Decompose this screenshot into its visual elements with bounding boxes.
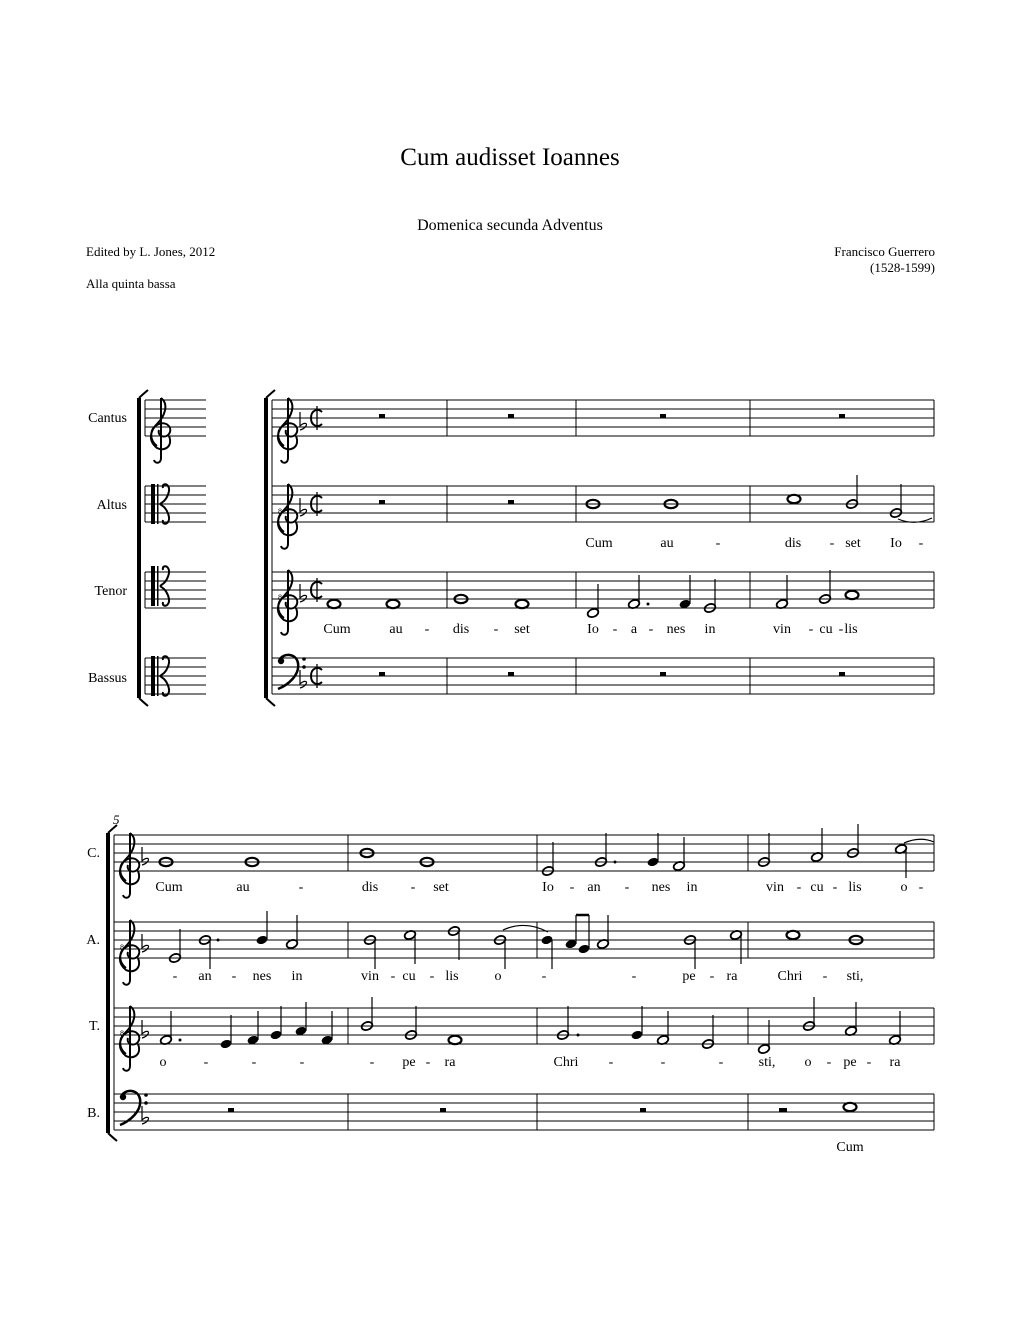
lyric-syllable: - (826, 1055, 832, 1070)
lyric-syllable: - (660, 1055, 666, 1070)
lyric-syllable: sti, (846, 969, 864, 984)
svg-text:8: 8 (278, 593, 282, 602)
lyric-syllable: - (808, 622, 814, 637)
lyric-syllable: au (389, 622, 403, 637)
composer-dates: (1528-1599) (870, 260, 935, 275)
lyric-syllable: Chri (777, 969, 803, 984)
voice-abbr-tenor: T. (88, 1019, 100, 1034)
lyric-syllable: Cum (155, 880, 183, 895)
lyric-syllable: - (541, 969, 547, 984)
lyric-syllable: - (822, 969, 828, 984)
lyric-syllable: - (829, 536, 835, 551)
lyric-syllable: - (369, 1055, 375, 1070)
lyric-syllable: o (804, 1055, 812, 1070)
lyric-syllable: - (838, 622, 844, 637)
lyric-syllable: - (299, 1055, 305, 1070)
lyric-syllable: - (203, 1055, 209, 1070)
measure-number: 5 (113, 812, 120, 827)
lyric-syllable: - (918, 880, 924, 895)
lyric-syllable: nes (666, 622, 686, 637)
svg-text:8: 8 (278, 507, 282, 516)
page-subtitle: Domenica secunda Adventus (417, 217, 603, 234)
lyric-syllable: Io (587, 622, 599, 637)
lyric-syllable: o (494, 969, 502, 984)
voice-name-bassus: Bassus (88, 671, 127, 686)
lyric-syllable: - (493, 622, 499, 637)
lyric-syllable: pe (843, 1055, 857, 1070)
lyric-syllable: au (660, 536, 674, 551)
lyric-syllable: - (172, 969, 178, 984)
lyric-syllable: o (159, 1055, 167, 1070)
system-2 (108, 824, 934, 1141)
lyric-syllable: - (424, 622, 430, 637)
lyric-syllable: - (715, 536, 721, 551)
lyric-syllable: lis (848, 880, 862, 895)
svg-text:8: 8 (120, 1029, 124, 1038)
voice-name-tenor: Tenor (94, 584, 127, 599)
lyric-syllable: dis (784, 536, 802, 551)
lyric-syllable: vin (766, 880, 784, 895)
lyric-syllable: pe (682, 969, 696, 984)
lyric-syllable: in (686, 880, 698, 895)
lyric-syllable: - (918, 536, 924, 551)
voice-name-altus: Altus (96, 498, 127, 513)
lyric-syllable: Cum (836, 1140, 864, 1155)
lyric-syllable: - (569, 880, 575, 895)
lyric-syllable: set (433, 880, 449, 895)
lyric-syllable: Cum (323, 622, 351, 637)
lyric-syllable: dis (361, 880, 379, 895)
lyric-syllable: Io (890, 536, 902, 551)
lyric-syllable: Cum (585, 536, 613, 551)
lyric-syllable: - (429, 969, 435, 984)
lyric-syllable: - (832, 880, 838, 895)
lyric-syllable: an (198, 969, 212, 984)
lyric-syllable: - (718, 1055, 724, 1070)
lyric-syllable: o (900, 880, 908, 895)
lyric-syllable: nes (252, 969, 272, 984)
lyric-syllable: lis (445, 969, 459, 984)
lyric-syllable: - (796, 880, 802, 895)
composer-name: Francisco Guerrero (834, 244, 935, 259)
voice-name-cantus: Cantus (88, 411, 127, 426)
lyric-syllable: - (251, 1055, 257, 1070)
lyric-syllable: - (410, 880, 416, 895)
incipit-staves (139, 390, 206, 706)
lyric-syllable: in (291, 969, 303, 984)
lyric-syllable: a (630, 622, 638, 637)
lyric-syllable: - (631, 969, 637, 984)
page-title: Cum audisset Ioannes (400, 144, 620, 171)
lyric-syllable: pe (402, 1055, 416, 1070)
lyric-syllable: Io (542, 880, 554, 895)
lyric-syllable: cu (810, 880, 824, 895)
voice-abbr-bassus: B. (87, 1106, 100, 1121)
lyric-syllable: - (612, 622, 618, 637)
editor-credit: Edited by L. Jones, 2012 (86, 244, 216, 259)
lyric-syllable: Chri (553, 1055, 579, 1070)
lyric-syllable: ra (889, 1055, 901, 1070)
lyric-syllable: - (298, 880, 304, 895)
lyric-syllable: sti, (758, 1055, 776, 1070)
lyric-syllable: lis (844, 622, 858, 637)
lyric-syllable: - (648, 622, 654, 637)
lyric-syllable: in (704, 622, 716, 637)
lyric-syllable: set (514, 622, 530, 637)
voice-abbr-cantus: C. (87, 846, 100, 861)
lyric-syllable: vin (361, 969, 379, 984)
lyric-syllable: set (845, 536, 861, 551)
lyric-syllable: - (624, 880, 630, 895)
lyric-syllable: nes (651, 880, 671, 895)
lyric-syllable: - (390, 969, 396, 984)
system-1 (266, 390, 934, 706)
lyric-syllable: ra (726, 969, 738, 984)
svg-text:8: 8 (120, 943, 124, 952)
voice-abbr-altus: A. (86, 933, 100, 948)
lyric-syllable: - (709, 969, 715, 984)
lyric-syllable: au (236, 880, 250, 895)
lyric-syllable: vin (773, 622, 791, 637)
lyric-syllable: dis (452, 622, 470, 637)
lyric-syllable: - (231, 969, 237, 984)
transposition-note: Alla quinta bassa (86, 276, 176, 291)
lyric-syllable: - (866, 1055, 872, 1070)
lyric-syllable: - (608, 1055, 614, 1070)
lyric-syllable: cu (819, 622, 833, 637)
lyric-syllable: ra (444, 1055, 456, 1070)
lyric-syllable: cu (402, 969, 416, 984)
lyric-syllable: an (587, 880, 601, 895)
lyric-syllable: - (425, 1055, 431, 1070)
